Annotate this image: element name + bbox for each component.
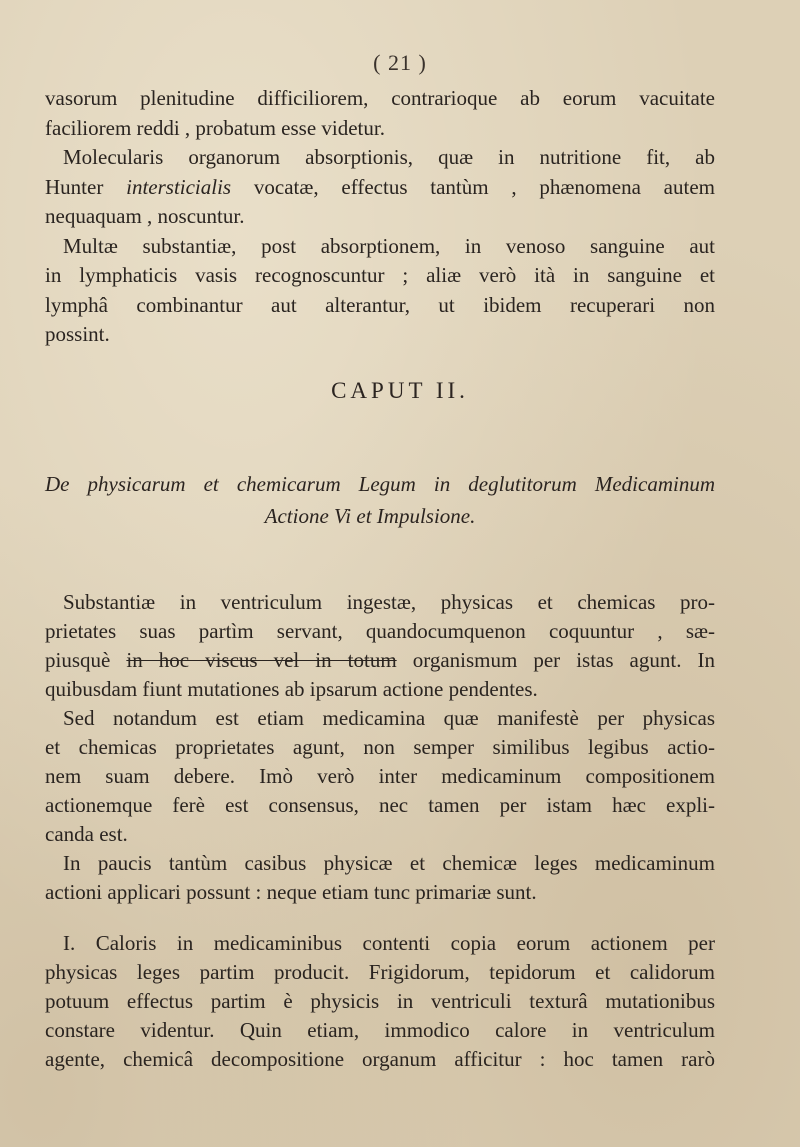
subtitle-line: De physicarum et chemicarum Legum in deglutitorum Medicaminum	[45, 472, 715, 496]
text-line: quibusdam fiunt mutationes ab ipsarum actione pendentes.	[45, 677, 538, 701]
struck-text: in hoc viscus vel in totum	[126, 648, 397, 672]
text-line: Multæ substantiæ, post absorptionem, in venoso sanguine aut	[63, 233, 715, 258]
text-line: nequaquam , noscuntur.	[45, 204, 245, 228]
text-line: prietates suas partìm servant, quandocumquenon coquuntur , sæ-	[45, 619, 715, 643]
text-line: actioni applicari possunt : neque etiam tunc primariæ sunt.	[45, 880, 537, 904]
text-line	[45, 143, 715, 173]
text-line: vasorum plenitudine difficiliorem, contrarioque ab eorum vacuitate	[45, 86, 715, 110]
text-segment: vocatæ, effectus tantùm , phænomena autem	[231, 174, 715, 199]
chapter-heading: CAPUT II.	[331, 378, 469, 403]
text-segment: Hunter	[45, 174, 127, 199]
text-line: actionemque ferè est consensus, nec tamen per istam hæc expli-	[45, 793, 715, 817]
text-line: possint.	[45, 322, 110, 346]
text-segment: Molecularis organorum absorptionis, quæ in nutritione fit, ab	[63, 145, 715, 169]
text-line: potuum effectus partim è physicis in ventriculi texturâ mutationibus	[45, 989, 715, 1013]
text-line: Substantiæ in ventriculum ingestæ, physicas et chemicas pro-	[63, 590, 715, 614]
text-line: In paucis tantùm casibus physicæ et chemicæ leges medicaminum	[63, 851, 715, 875]
text-line	[45, 646, 715, 675]
text-segment: organismum per istas agunt. In	[396, 648, 715, 672]
text-line	[45, 173, 715, 203]
text-line: I. Caloris in medicaminibus contenti copia eorum actionem per	[63, 931, 715, 955]
text-line: faciliorem reddi , probatum esse videtur.	[45, 115, 385, 140]
text-line: physicas leges partim producit. Frigidorum, tepidorum et calidorum	[45, 960, 715, 984]
text-segment: piusquè	[45, 648, 127, 672]
italic-term: intersticialis	[126, 174, 232, 199]
subtitle-line: Actione Vi et Impulsione.	[264, 504, 476, 528]
page-number: ( 21 )	[373, 50, 427, 75]
text-line: nem suam debere. Imò verò inter medicaminum compositionem	[45, 764, 715, 788]
body-text-block	[45, 588, 715, 907]
body-text-block-numbered	[45, 929, 715, 1074]
text-line: agente, chemicâ decompositione organum afficitur : hoc tamen rarò	[45, 1047, 715, 1071]
chapter-subtitle	[45, 468, 715, 532]
text-line: et chemicas proprietates agunt, non semper similibus legibus actio-	[45, 735, 715, 759]
text-line: constare videntur. Quin etiam, immodico calore in ventriculum	[45, 1018, 715, 1042]
top-text-block	[45, 84, 715, 350]
text-line: Sed notandum est etiam medicamina quæ manifestè per physicas	[63, 706, 715, 730]
text-line: lymphâ combinantur aut alterantur, ut ibidem recuperari non	[45, 292, 715, 317]
text-line: in lymphaticis vasis recognoscuntur ; aliæ verò ità in sanguine et	[45, 263, 715, 287]
text-line: canda est.	[45, 822, 128, 846]
